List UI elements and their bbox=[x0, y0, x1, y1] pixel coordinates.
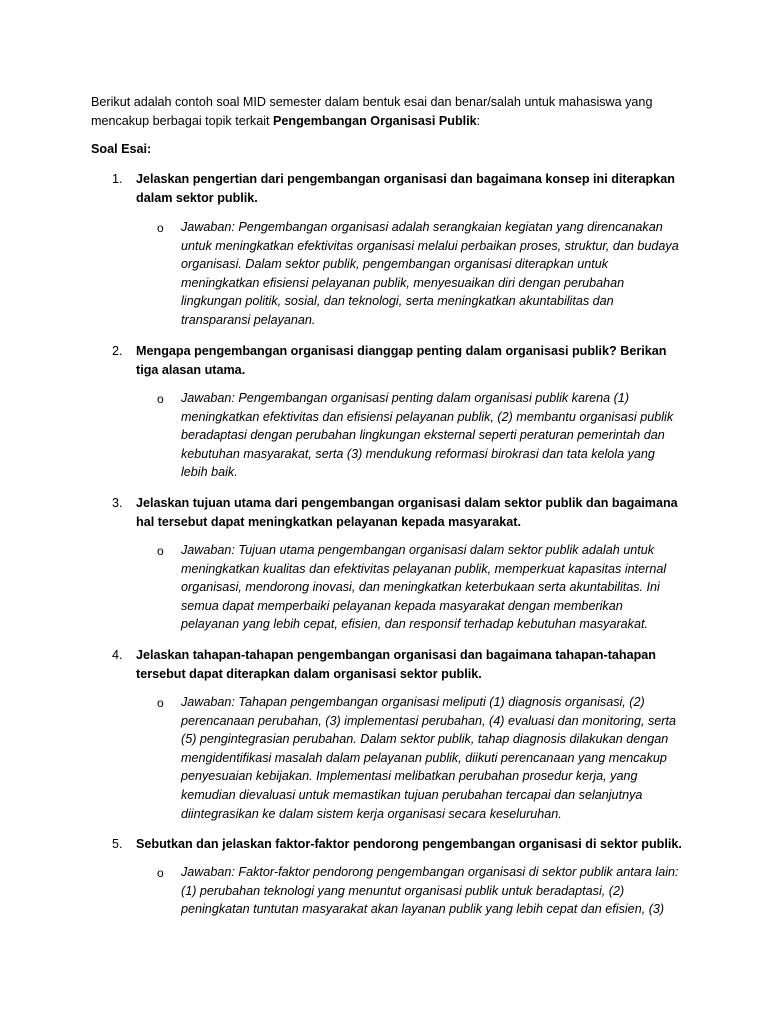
question-text: Sebutkan dan jelaskan faktor-faktor pendorong pengembangan organisasi di sektor publik. bbox=[136, 837, 682, 851]
answer-text: Jawaban: Tahapan pengembangan organisasi meliputi (1) diagnosis organisasi, (2) perencanaan perubahan, (3) implementasi perubahan, (4) evaluasi dan monitoring, serta (5) pengintegrasian perubahan. Dalam sektor publik, tahap diagnosis dilakukan dengan mengidentifikasi masalah dalam pelayanan publik, diikuti perencanaan yang mencakup penyesuaian kebijakan. Implementasi melibatkan perubahan prosedur kerja, yang kemudian dievaluasi untuk memastikan tujuan perubahan tercapai dan selanjutnya diintegrasikan ke dalam sistem kerja organisasi secara keseluruhan. bbox=[181, 695, 676, 821]
answer-bullet: o bbox=[157, 392, 164, 406]
question-number: 2. bbox=[112, 344, 123, 358]
question-text: Mengapa pengembangan organisasi dianggap penting dalam organisasi publik? Berikan tiga alasan utama. bbox=[136, 344, 667, 377]
answer-text: Jawaban: Pengembangan organisasi penting dalam organisasi publik karena (1) meningkatkan efektivitas dan efisiensi pelayanan publik, (2) membantu organisasi publik beradaptasi dengan perubahan lingkungan eksternal seperti peraturan pemerintah dan kebutuhan masyarakat, serta (3) mendukung reformasi birokrasi dan tata kelola yang lebih baik. bbox=[181, 391, 674, 480]
answer-text: Jawaban: Tujuan utama pengembangan organisasi dalam sektor publik adalah untuk meningkatkan kualitas dan efektivitas pelayanan publik, memperkuat kapasitas internal organisasi, mendorong inovasi, dan meningkatkan keterbukaan serta akuntabilitas. Ini semua dapat memperbaiki pelayanan kepada masyarakat dengan memberikan pelayanan yang lebih cepat, efisien, dan responsif terhadap kebutuhan masyarakat. bbox=[181, 543, 667, 632]
answer-bullet: o bbox=[157, 544, 164, 558]
question-number: 1. bbox=[112, 172, 123, 186]
question-number: 3. bbox=[112, 496, 123, 510]
answer-bullet: o bbox=[157, 696, 164, 710]
question-number: 5. bbox=[112, 837, 123, 851]
answer-text: Jawaban: Faktor-faktor pendorong pengembangan organisasi di sektor publik antara lain: (1) perubahan teknologi yang menuntut organisasi publik untuk beradaptasi, (2) peningkatan tuntutan masyarakat akan layanan publik yang lebih cepat dan efisien, (3) bbox=[181, 865, 679, 917]
question-number: 4. bbox=[112, 648, 123, 662]
intro-paragraph bbox=[91, 93, 691, 130]
question-text: Jelaskan pengertian dari pengembangan organisasi dan bagaimana konsep ini diterapkan dalam sektor publik. bbox=[136, 172, 675, 205]
intro-bold-topic: Pengembangan Organisasi Publik bbox=[273, 113, 477, 128]
answer-bullet: o bbox=[157, 221, 164, 235]
section-heading: Soal Esai: bbox=[91, 142, 152, 156]
intro-text: Berikut adalah contoh soal MID semester dalam bentuk esai dan benar/salah untuk mahasiswa yang mencakup berbagai topik terkait bbox=[91, 95, 653, 128]
question-text: Jelaskan tujuan utama dari pengembangan organisasi dalam sektor publik dan bagaimana hal tersebut dapat meningkatkan pelayanan kepada masyarakat. bbox=[136, 496, 678, 529]
intro-colon: : bbox=[476, 113, 481, 128]
question-text: Jelaskan tahapan-tahapan pengembangan organisasi dan bagaimana tahapan-tahapan tersebut dapat diterapkan dalam organisasi sektor publik. bbox=[136, 648, 656, 681]
answer-text: Jawaban: Pengembangan organisasi adalah serangkaian kegiatan yang direncanakan untuk meningkatkan efektivitas organisasi melalui perbaikan proses, struktur, dan budaya organisasi. Dalam sektor publik, pengembangan organisasi diterapkan untuk meningkatkan efisiensi pelayanan publik, menyesuaikan diri dengan perubahan lingkungan politik, sosial, dan teknologi, serta meningkatkan akuntabilitas dan transparansi pelayanan. bbox=[181, 220, 679, 327]
answer-bullet: o bbox=[157, 866, 164, 880]
